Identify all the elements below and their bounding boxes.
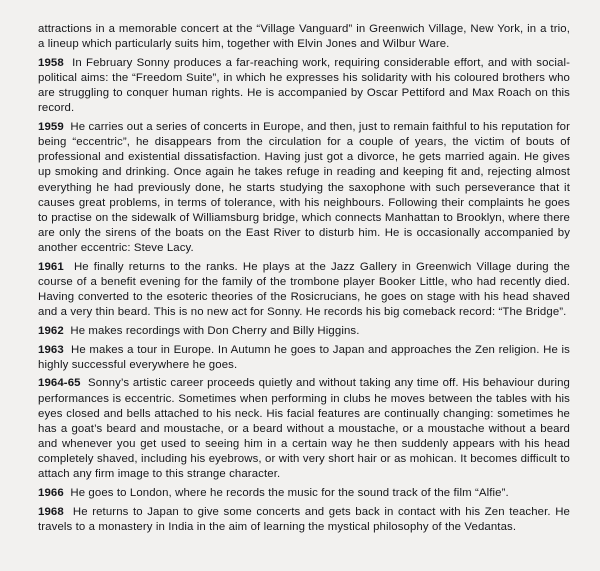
paragraph: [38, 376, 570, 482]
biography-text-block: [38, 22, 570, 535]
paragraph: [38, 486, 570, 501]
year-label: 1963: [38, 343, 64, 356]
year-spacer: [81, 377, 88, 389]
year-label: 1966: [38, 487, 64, 500]
year-label: 1959: [38, 120, 64, 133]
year-spacer: [64, 57, 72, 69]
paragraph-text: In February Sonny produces a far-reaching work, requiring considerable effort, and with social-political aims: the “Freedom Suite”, in which he expresses his solidarity with his coloured brothers who are struggling to conquer human rights. He is accompanied by Oscar Pettiford and Max Roach on this record.: [38, 56, 570, 115]
year-label: 1964-65: [38, 377, 81, 390]
paragraph: [38, 22, 570, 52]
year-label: 1961: [38, 260, 64, 273]
paragraph-text: He makes recordings with Don Cherry and Billy Higgins.: [70, 324, 360, 337]
paragraph-text: He makes a tour in Europe. In Autumn he goes to Japan and approaches the Zen religion. He is highly successful everywhere he goes.: [38, 343, 570, 371]
paragraph: [38, 505, 570, 535]
year-spacer: [64, 344, 71, 356]
year-label: 1962: [38, 324, 64, 337]
paragraph-text: Sonny’s artistic career proceeds quietly and without taking any time off. His behaviour during performances is eccentric. Sometimes when performing in clubs he moves between the tables with his eyes closed and bells attached to his neck. His facial features are continually changing: sometimes he has a goat’s beard and moustache, or a beard without a moustache, or a moustache without a beard and whenever you get used to seeing him in a certain way he then suddenly appears with his head completely shaved, including his eyebrows, or with very short hair or as mohican. It becomes difficult to attach any firm image to this strange character.: [38, 377, 571, 481]
paragraph: [38, 120, 570, 256]
year-spacer: [64, 261, 74, 273]
paragraph: [38, 324, 570, 339]
paragraph: [38, 343, 570, 373]
paragraph-text: attractions in a memorable concert at the “Village Vanguard” in Greenwich Village, New York, in a trio, a lineup which particularly suits him, together with Elvin Jones and Wilbur Ware.: [38, 23, 570, 51]
year-label: 1968: [38, 505, 64, 518]
paragraph-text: He goes to London, where he records the music for the sound track of the film “Alfie”.: [70, 487, 509, 500]
paragraph-text: He finally returns to the ranks. He plays at the Jazz Gallery in Greenwich Village during the course of a benefit evening for the family of the trombone player Booker Little, who had recently died. Having converted to the esoteric theories of the Rosicrucians, he goes on stage with his head shaved and a very thin beard. This is no new act for Sonny. He records his big comeback record: “The Bridge”.: [38, 260, 570, 319]
paragraph: [38, 260, 570, 321]
paragraph-text: He returns to Japan to give some concerts and gets back in contact with his Zen teacher. He travels to a monastery in India in the aim of learning the mystical philosophy of the Vedantas.: [38, 505, 570, 533]
year-spacer: [64, 506, 73, 518]
year-label: 1958: [38, 56, 64, 69]
paragraph: [38, 56, 570, 117]
paragraph-text: He carries out a series of concerts in Europe, and then, just to remain faithful to his reputation for being “eccentric”, he disappears from the circulation for a couple of years, the victim of bouts of professional and existential dissatisfaction. Having just got a divorce, he gets married again. He gives up smoking and drinking. Once again he takes refuge in reading and keeping fit and, rejecting almost everything he had previously done, he starts studying the saxophone with such perseverance that it causes great problems, in terms of tolerance, with his neighbours. Following their complaints he goes to practise on the sidewalk of Williamsburg bridge, which connects Manhattan to Brooklyn, where there are only the sirens of the boats on the East River to disturb him. He is occasionally accompanied by another eccentric: Steve Lacy.: [38, 120, 570, 255]
